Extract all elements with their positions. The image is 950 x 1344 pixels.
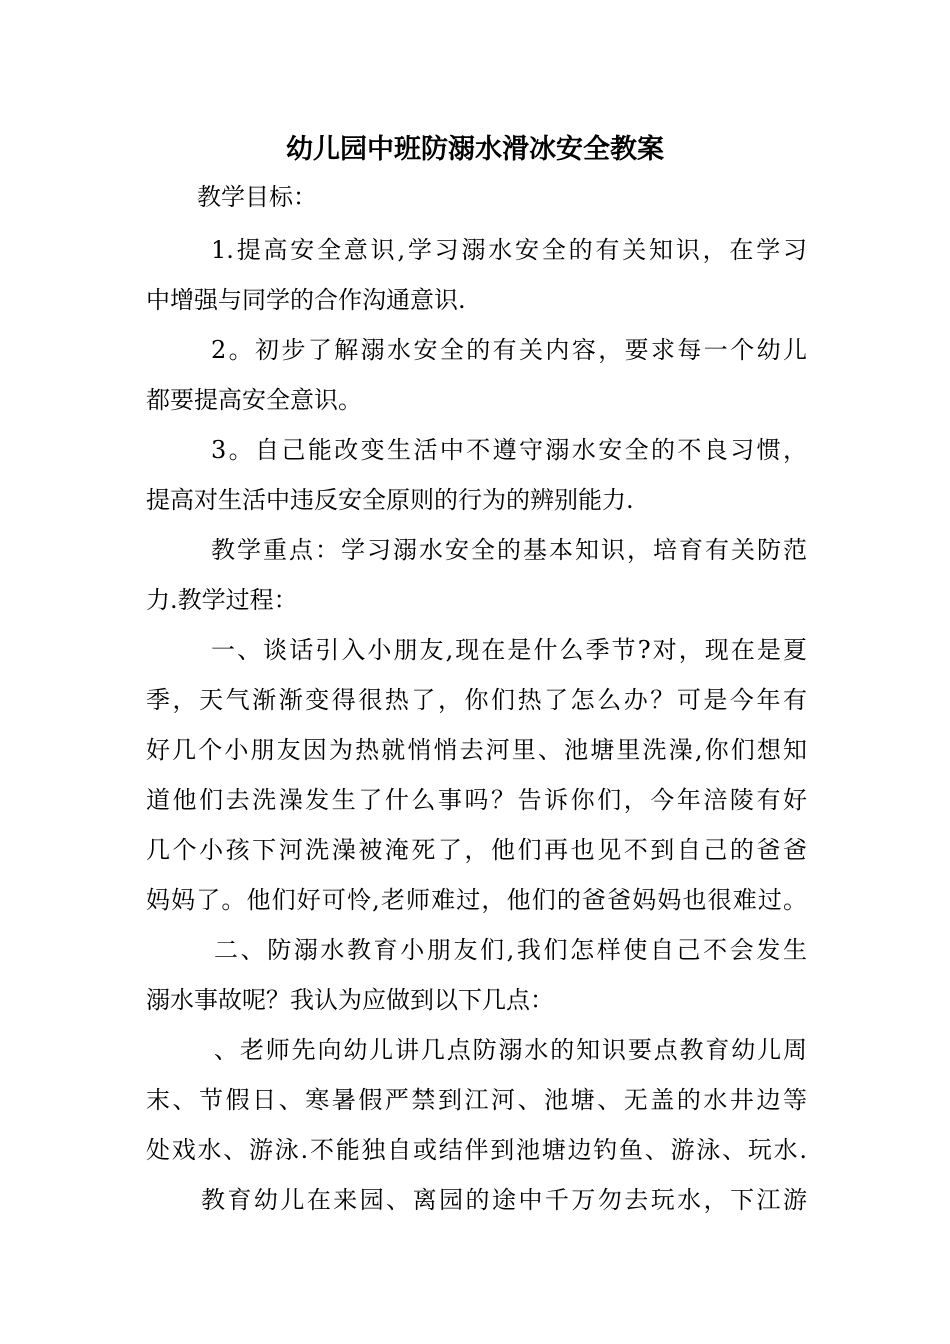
text-line: 教学重点：学习溺水安全的基本知识，培育有关防范 xyxy=(211,536,807,564)
text-line: 妈妈了。他们好可怜,老师难过，他们的爸爸妈妈也很难过。 xyxy=(146,886,807,914)
text-line: 好几个小朋友因为热就悄悄去河里、池塘里洗澡,你们想知 xyxy=(146,736,807,764)
text-line: 一、谈话引入小朋友,现在是什么季节?对，现在是夏 xyxy=(211,636,807,664)
text-line: 3。自己能改变生活中不遵守溺水安全的不良习惯， xyxy=(211,436,807,464)
text-line: 溺水事故呢？我认为应做到以下几点： xyxy=(146,986,554,1014)
text-line: 处戏水、游泳.不能独自或结伴到池塘边钓鱼、游泳、玩水. xyxy=(146,1136,807,1164)
text-line: 教育幼儿在来园、离园的途中千万勿去玩水，下江游 xyxy=(201,1186,807,1214)
text-line: 二、防溺水教育小朋友们,我们怎样使自己不会发生 xyxy=(214,936,807,964)
text-line: 力.教学过程： xyxy=(146,586,298,614)
text-line: 教学目标： xyxy=(197,183,317,211)
text-line: 中增强与同学的合作沟通意识. xyxy=(146,286,466,314)
text-line: 2。初步了解溺水安全的有关内容，要求每一个幼儿 xyxy=(211,336,807,364)
text-line: 末、节假日、寒暑假严禁到江河、池塘、无盖的水井边等 xyxy=(146,1086,807,1114)
text-line: 提高对生活中违反安全原则的行为的辨别能力. xyxy=(146,486,634,514)
document-title: 幼儿园中班防溺水滑冰安全教案 xyxy=(286,134,664,165)
text-line: 几个小孩下河洗澡被淹死了，他们再也见不到自己的爸爸 xyxy=(146,836,807,864)
text-line: 季，天气渐渐变得很热了，你们热了怎么办？可是今年有 xyxy=(146,686,807,714)
text-line: 、老师先向幼儿讲几点防溺水的知识要点教育幼儿周 xyxy=(214,1036,807,1064)
text-line: 1.提高安全意识,学习溺水安全的有关知识，在学习 xyxy=(211,236,807,264)
text-line: 道他们去洗澡发生了什么事吗？告诉你们，今年涪陵有好 xyxy=(146,786,807,814)
text-line: 都要提高安全意识。 xyxy=(146,386,362,414)
